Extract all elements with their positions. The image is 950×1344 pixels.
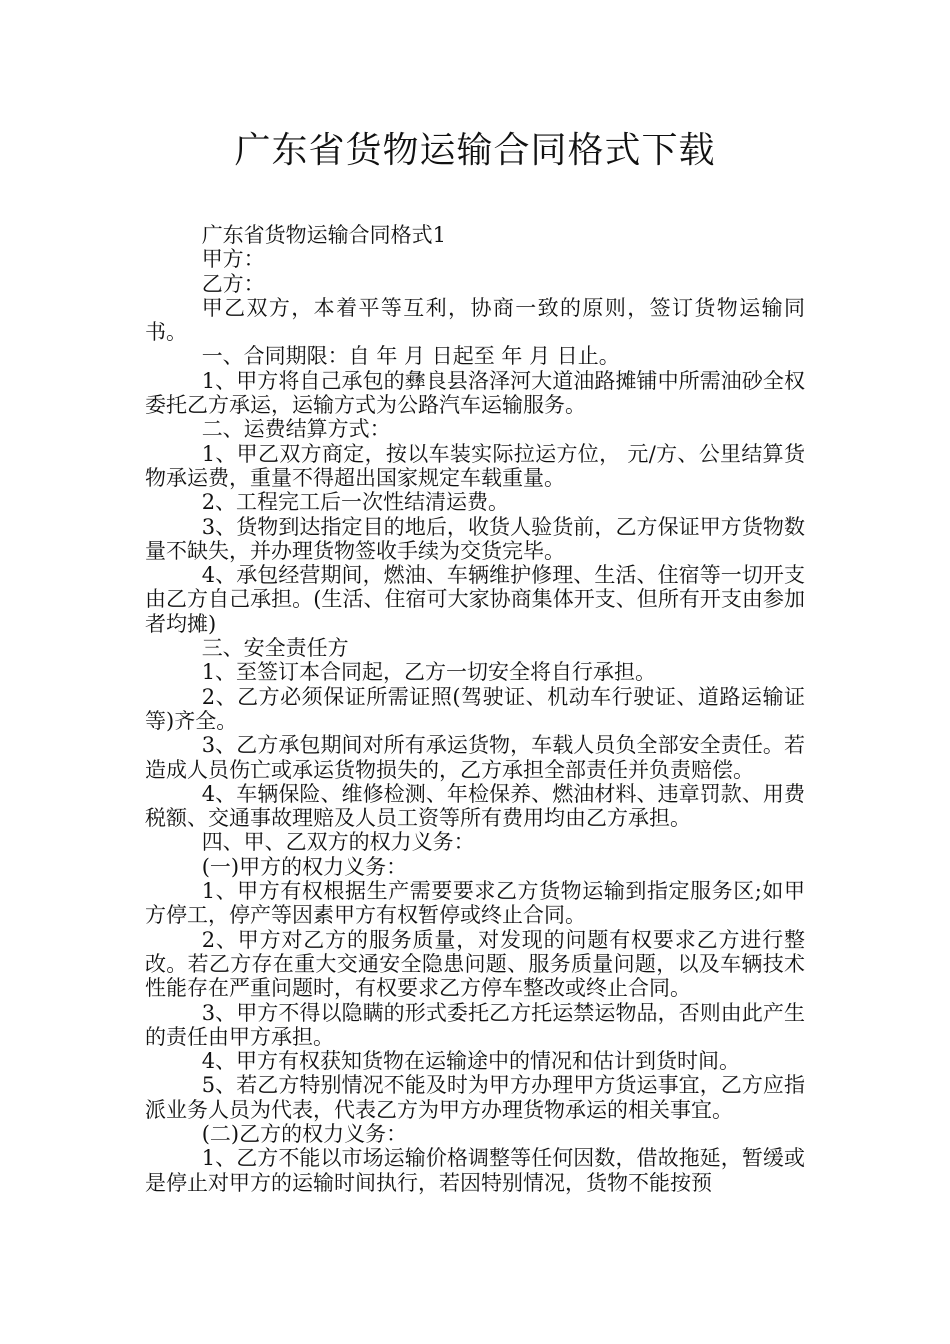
clause-paragraph: 1、甲方将自己承包的彝良县洛泽河大道油路摊铺中所需油砂全权委托乙方承运，运输方式为公路汽车运输服务。 [145,368,805,418]
section-heading: 广东省货物运输合同格式1 [201,223,447,247]
clause-heading-rights: 四、甲、乙双方的权力义务： [201,830,475,855]
document-body [145,223,805,1195]
subclause-heading-party-b: (二)乙方的权力义务： [201,1121,408,1146]
clause-paragraph: 3、甲方不得以隐瞒的形式委托乙方托运禁运物品，否则由此产生的责任由甲方承担。 [145,1000,805,1049]
clause-paragraph: 1、乙方不能以市场运输价格调整等任何因数，借故拖延，暂缓或是停止对甲方的运输时间执行，若因特别情况，货物不能按预 [145,1146,805,1195]
clause-heading-freight: 二、运费结算方式： [201,417,391,442]
clause-paragraph: 1、甲乙双方商定，按以车装实际拉运方位， 元/方、公里结算货物承运费，重量不得超出国家规定车载重量。 [145,441,805,490]
clause-paragraph: 4、车辆保险、维修检测、年检保养、燃油材料、违章罚款、用费税额、交通事故理赔及人员工资等所有费用均由乙方承担。 [145,781,805,831]
clause-paragraph: 1、至签订本合同起，乙方一切安全将自行承担。 [201,660,657,685]
clause-paragraph: 2、工程完工后一次性结清运费。 [201,490,510,515]
clause-heading-term: 一、合同期限：自 年 月 日起至 年 月 日止。 [201,344,620,369]
party-b-line: 乙方： [201,271,265,296]
clause-paragraph: 4、甲方有权获知货物在运输途中的情况和估计到货时间。 [201,1049,741,1074]
clause-paragraph: 1、甲方有权根据生产需要要求乙方货物运输到指定服务区;如甲方停工，停产等因素甲方有权暂停或终止合同。 [145,879,805,928]
subclause-heading-party-a: (一)甲方的权力义务： [201,854,408,879]
clause-heading-safety: 三、安全责任方 [201,636,349,661]
clause-paragraph: 5、若乙方特别情况不能及时为甲方办理甲方货运事宜，乙方应指派业务人员为代表，代表乙方为甲方办理货物承运的相关事宜。 [145,1073,805,1122]
party-a-line: 甲方： [201,247,265,272]
clause-paragraph: 2、乙方必须保证所需证照(驾驶证、机动车行驶证、道路运输证等)齐全。 [145,684,805,733]
clause-paragraph: 3、乙方承包期间对所有承运货物，车载人员负全部安全责任。若造成人员伤亡或承运货物损失的，乙方承担全部责任并负责赔偿。 [145,733,805,782]
clause-paragraph: 3、货物到达指定目的地后，收货人验货前，乙方保证甲方货物数量不缺失，并办理货物签收手续为交货完毕。 [145,514,805,563]
clause-paragraph: 4、承包经营期间，燃油、车辆维护修理、生活、住宿等一切开支由乙方自己承担。(生活、住宿可大家协商集体开支、但所有开支由参加者均摊) [145,563,805,636]
preamble-paragraph: 甲乙双方，本着平等互利，协商一致的原则，签订货物运输同书。 [145,295,805,345]
clause-paragraph: 2、甲方对乙方的服务质量，对发现的问题有权要求乙方进行整改。若乙方存在重大交通安全隐患问题、服务质量问题，以及车辆技术性能存在严重问题时，有权要求乙方停车整改或终止合同。 [145,927,805,1001]
document-title: 广东省货物运输合同格式下载 [234,130,716,171]
